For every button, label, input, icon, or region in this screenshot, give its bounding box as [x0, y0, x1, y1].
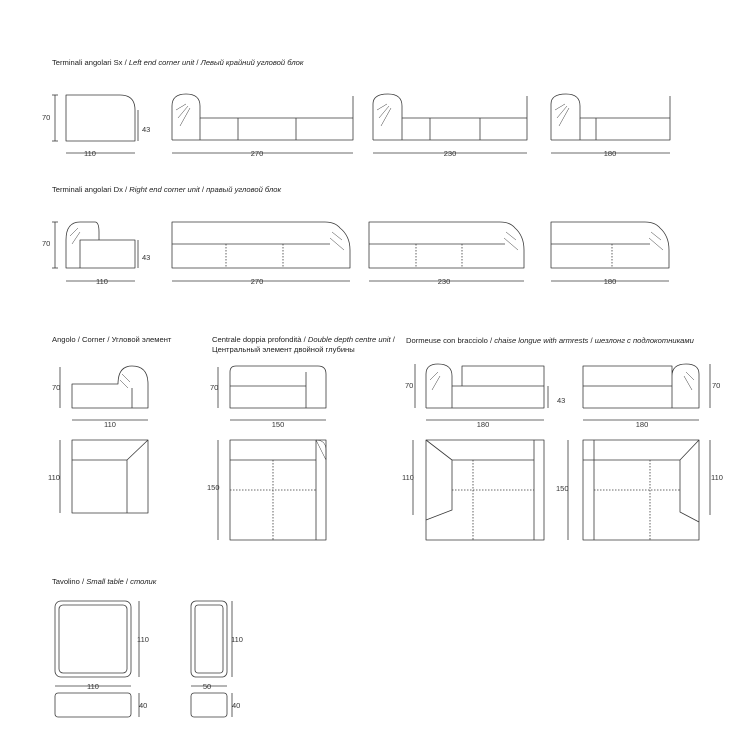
title-sep: / — [79, 577, 87, 586]
title-sep: / — [301, 335, 308, 344]
dim-label: 40 — [139, 701, 148, 710]
title-sep: / — [75, 335, 82, 344]
dim-label: 230 — [443, 149, 457, 158]
title-en: Right end corner unit — [129, 185, 200, 194]
title-ru: Угловой элемент — [111, 335, 172, 344]
dim-label: 110 — [137, 635, 149, 644]
dim-label: 230 — [437, 277, 451, 286]
title-en: chaise longue with armrests — [494, 336, 589, 345]
left-end-sofa-270 — [172, 94, 353, 153]
dim-label: 110 — [104, 420, 116, 429]
dim-label: 110 — [87, 682, 99, 691]
dim-label: 43 — [557, 396, 566, 405]
title-en: Corner — [82, 335, 106, 344]
dim-label: 180 — [476, 420, 490, 429]
title-it: Centrale doppia profondità — [212, 335, 302, 344]
dim-label: 180 — [603, 149, 617, 158]
right-end-side-view — [66, 222, 135, 268]
title-en: Small table — [86, 577, 124, 586]
right-end-row — [42, 222, 669, 286]
title-it: Tavolino — [52, 577, 80, 586]
title-it: Terminali angolari Sx — [52, 58, 123, 67]
dim-label: 40 — [232, 701, 241, 710]
title-ru: Левый крайний угловой блок — [200, 58, 304, 67]
title-it: Angolo — [52, 335, 76, 344]
dim-label: 150 — [271, 420, 285, 429]
left-end-row — [42, 94, 670, 158]
corner-unit — [48, 366, 148, 513]
left-end-sofa-230 — [373, 94, 527, 153]
left-end-sofa-180 — [551, 94, 670, 153]
dim-label: 110 — [402, 473, 414, 482]
chaise-unit — [402, 364, 723, 540]
left-end-side-view — [66, 95, 135, 141]
title-ru: Центральный элемент двойной глубины — [212, 345, 355, 354]
dim-label: 110 — [711, 473, 723, 482]
title-sep: / — [122, 185, 130, 194]
small-table-b — [191, 601, 243, 717]
dim-label: 70 — [42, 239, 51, 248]
dim-label: 150 — [207, 483, 220, 492]
title-it: Terminali angolari Dx — [52, 185, 123, 194]
dim-label: 70 — [42, 113, 51, 122]
title-sep: / — [194, 58, 201, 67]
dim-label: 150 — [556, 484, 569, 493]
dim-label: 110 — [48, 473, 60, 482]
right-end-sofa-180 — [551, 222, 669, 281]
title-ru: правый угловой блок — [206, 185, 282, 194]
dim-label: 70 — [405, 381, 414, 390]
title-sep: / — [122, 58, 129, 67]
title-sep: / — [588, 336, 595, 345]
title-sep: / — [123, 577, 131, 586]
dim-label: 110 — [96, 277, 108, 286]
right-end-sofa-270 — [172, 222, 350, 281]
dim-label: 70 — [210, 383, 219, 392]
centre-unit — [207, 366, 326, 540]
dim-label: 110 — [231, 635, 243, 644]
title-ru: шезлонг с подлокотниками — [594, 336, 694, 345]
dim-label: 110 — [84, 149, 96, 158]
dim-label: 43 — [142, 253, 151, 262]
title-en: Double depth centre unit — [307, 335, 391, 344]
dim-label: 50 — [202, 682, 212, 691]
title-sep: / — [105, 335, 112, 344]
dim-label: 270 — [250, 149, 264, 158]
dim-label: 70 — [52, 383, 61, 392]
dim-label: 180 — [635, 420, 649, 429]
dim-label: 180 — [603, 277, 617, 286]
dim-label: 70 — [712, 381, 721, 390]
title-en: Left end corner unit — [128, 58, 195, 67]
title-sep: / — [199, 185, 207, 194]
small-table-a — [55, 601, 149, 717]
title-sep: / — [487, 336, 495, 345]
dim-label: 43 — [142, 125, 151, 134]
title-sep: / — [390, 335, 395, 344]
title-it: Dormeuse con bracciolo — [406, 336, 488, 345]
dim-label: 270 — [250, 277, 264, 286]
title-ru: столик — [130, 577, 157, 586]
right-end-sofa-230 — [369, 222, 524, 281]
